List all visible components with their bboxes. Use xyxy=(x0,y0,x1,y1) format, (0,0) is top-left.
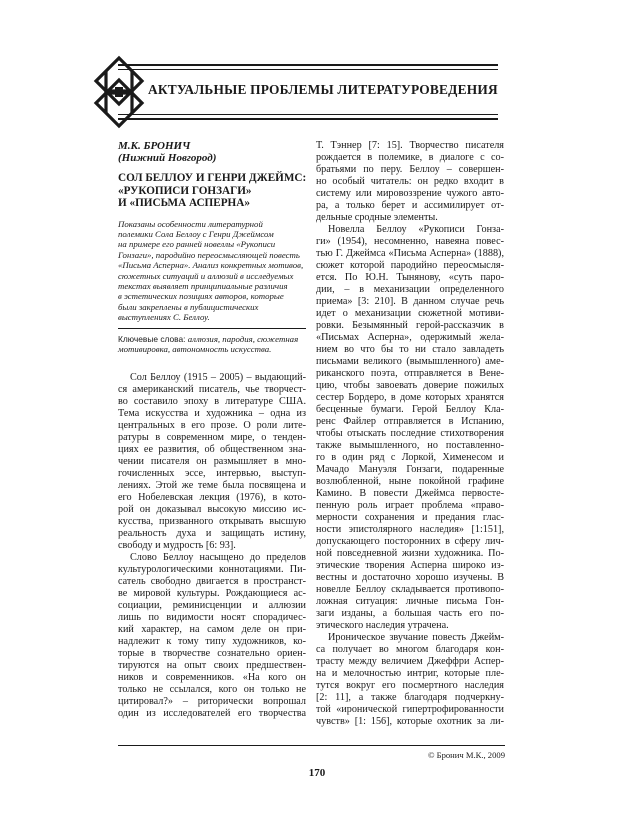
body-line: мерности сохранения и предания глас- xyxy=(316,512,504,523)
abstract-line: выступлениях С. Беллоу. xyxy=(118,312,210,323)
body-line: той «иронической гипертрофированности xyxy=(316,704,504,715)
body-line: заги изданы, а большая часть его по- xyxy=(316,608,504,619)
body-line: во составило эпоху в литературе США. xyxy=(118,396,306,408)
body-line: его Нобелевская лекция (1976), в кото- xyxy=(118,492,306,504)
body-line: сестер Бордеро, в доме которых хранятся xyxy=(316,392,504,403)
body-line: дельные сродные элементы. xyxy=(316,212,438,223)
left-body-text xyxy=(118,372,306,720)
title-line: СОЛ БЕЛЛОУ И ГЕНРИ ДЖЕЙМС: xyxy=(118,172,307,184)
body-line: ется. По Ю.Н. Тынянову, «суть паро- xyxy=(316,272,504,283)
body-line: ся американский писатель, чье творчест- xyxy=(118,384,306,396)
page-number: 170 xyxy=(308,767,326,779)
body-line: идет о механизации сюжетной мотиви- xyxy=(316,308,504,319)
body-line: гочисленных эссе, интервью, выступ- xyxy=(118,468,306,480)
abstract-line: были закреплены в публицистических xyxy=(118,301,259,312)
article-title xyxy=(118,172,306,210)
abstract-line: полемики Сола Беллоу с Генри Джеймсом xyxy=(118,228,274,239)
body-line: систему или мировоззрение чужого авто- xyxy=(316,188,504,199)
body-line: тируются на опыт своих предшествен- xyxy=(118,660,306,672)
body-line: тью Г. Джеймса «Письма Асперна» (1888), xyxy=(316,248,504,259)
body-line: Т. Тэннер [7: 15]. Творчество писателя xyxy=(316,140,504,151)
body-line: этические творения Асперна широко из- xyxy=(316,560,504,571)
body-line: риканского поэта, отправляется в Вене- xyxy=(316,368,504,379)
body-line: са получает во многом благодаря кон- xyxy=(316,644,504,655)
abstract-line: Показаны особенности литературной xyxy=(118,218,263,229)
author-name: М.К. БРОНИЧ xyxy=(118,140,191,152)
body-line: социации, реминисценции и аллюзии xyxy=(118,600,306,612)
body-line: пенную роль играет проблема «право- xyxy=(316,500,504,511)
body-line: сатель свободно двигается в пространст- xyxy=(118,576,306,588)
body-line: ложная ситуация: личные письма Гон- xyxy=(316,596,504,607)
abstract-line: на примере его ранней новеллы «Рукописи xyxy=(118,239,276,250)
body-line: ратуры в современном мире, о тенден- xyxy=(118,432,306,444)
body-line: ра, а только берет и ассимилирует от- xyxy=(316,200,504,211)
right-column xyxy=(316,140,504,728)
body-line: лишь по видимости носят спорадичес- xyxy=(118,612,306,624)
body-line: нием во что бы то ни стало завладеть xyxy=(316,344,504,355)
body-line: возлюбленной, ныне покойной графине xyxy=(316,476,504,487)
body-line: ности эпистолярного наследия» [1:151], xyxy=(316,524,504,535)
body-line: Мачадо Мануэля Гонзаги, подаренные xyxy=(316,464,504,475)
body-line: надлежит к тому типу художников, ко- xyxy=(118,636,306,648)
body-line: ников и современников. «На кого он xyxy=(118,672,306,684)
body-line: ной повседневной жизни художника. По- xyxy=(316,548,504,559)
abstract-line: текстах выявляет принципиальные различия xyxy=(118,280,288,291)
body-line: только не ссылался, кого он только не xyxy=(118,684,306,696)
body-line: реальность духа и защищать истину, xyxy=(118,528,306,540)
keywords xyxy=(118,334,306,355)
body-line: дии, – в механизации определенного xyxy=(316,284,504,295)
body-line: также вымышленного, но поставленно- xyxy=(316,440,504,451)
body-line: один из исследователей его творчества xyxy=(118,708,306,720)
body-line: «Письмах Асперна», одержимый жела- xyxy=(316,332,504,343)
abstract-line: сюжетных ситуаций и аллюзий в исследуемых xyxy=(118,270,294,281)
body-line: центральных в его прозе. О роли лите- xyxy=(118,420,306,432)
body-line: Сол Беллоу (1915 – 2005) – выдающий- xyxy=(130,372,306,384)
body-line: на и мелочностью интриг, которые пле- xyxy=(316,668,504,679)
abstract-line: «Письма Асперна». Анализ конкретных мотивов, xyxy=(118,260,304,271)
body-line: чувств» [1: 156], которые охотник за ли- xyxy=(316,716,504,727)
body-line: рой он доказывал высокую миссию ис- xyxy=(118,504,306,516)
abstract-divider xyxy=(118,328,306,329)
body-line: сюжет которой пародийно переосмысля- xyxy=(316,260,504,271)
body-line: допускающего посторонних в сферу лич- xyxy=(316,536,504,547)
body-line: го в один ряд с Лоркой, Хименесом и xyxy=(316,452,504,463)
body-line: лениях. Этой же теме была посвящена и xyxy=(118,480,306,492)
title-line: И «ПИСЬМА АСПЕРНА» xyxy=(118,197,250,209)
keywords-text: аллюзия, пародия, сюжетная xyxy=(187,333,299,344)
body-line: бесценные бумаги. Герой Беллоу Кла- xyxy=(316,404,504,415)
body-line: вестны и достаточно хорошо изучены. В xyxy=(316,572,504,583)
body-line: [2: 11], а также благодаря подчеркну- xyxy=(316,692,504,703)
body-line: братьями по перу. Беллоу – совершен- xyxy=(316,164,504,175)
body-line: ве мировой культуры. Рождающиеся ас- xyxy=(118,588,306,600)
body-line: свободу и мудрость [6: 93]. xyxy=(118,540,236,552)
keywords-line xyxy=(118,334,306,344)
body-line: новелле Беллоу складывается противопо- xyxy=(316,584,504,595)
title-line: «РУКОПИСИ ГОНЗАГИ» xyxy=(118,184,252,197)
section-banner xyxy=(118,64,498,120)
body-line: рождается в полемике, в диалоге с со- xyxy=(316,152,504,163)
body-line: тутся вокруг его посмертного наследия xyxy=(316,680,504,691)
body-line: этического наследия утрачена. xyxy=(316,620,449,631)
left-column xyxy=(118,140,306,720)
body-line: торые в творчестве сознательно ориен- xyxy=(118,648,306,660)
body-line: ги» (1954), несомненно, навеяна повес- xyxy=(316,236,504,247)
body-line: ренс Файлер отправляется в Испанию, xyxy=(316,416,504,427)
body-line: ровки. Безымянный герой-рассказчик в xyxy=(316,320,504,331)
body-line: Камино. В повести Джеймса первосте- xyxy=(316,488,504,499)
author-affiliation: (Нижний Новгород) xyxy=(118,152,217,164)
body-line: Тема искусства и художника – одна из xyxy=(118,408,306,420)
body-line: цитировал?» – риторически вопрошал xyxy=(118,696,306,708)
body-line: Новелла Беллоу «Рукописи Гонза- xyxy=(328,224,504,235)
body-line: цию, чтобы завоевать доверие пожилых xyxy=(316,380,504,391)
body-line: кий характер, на самом деле он при- xyxy=(118,624,306,636)
body-line: трасту между величием Джеффри Аспер- xyxy=(316,656,504,667)
body-line: чтобы отыскать последние стихотворения xyxy=(316,428,504,439)
body-line: Ироническое звучание повесть Джейм- xyxy=(328,632,504,643)
copyright-notice: © Бронич М.К., 2009 xyxy=(427,750,505,760)
body-line: чении писателя он размышляет в мно- xyxy=(118,456,306,468)
abstract xyxy=(118,219,306,323)
body-line: циях ее развития, об общественном зна- xyxy=(118,444,306,456)
body-line: кусства, призванного открывать высшую xyxy=(118,516,306,528)
body-line: Слово Беллоу насыщено до пределов xyxy=(130,552,306,564)
keywords-line: мотивировка, автономность искусства. xyxy=(118,343,272,354)
footer-divider xyxy=(118,745,505,746)
abstract-line: в эстетических позициях авторов, которые xyxy=(118,291,284,302)
body-line: но особый читатель: он редко входит в xyxy=(316,176,504,187)
body-line: письмами великого (вымышленного) аме- xyxy=(316,356,504,367)
section-title: АКТУАЛЬНЫЕ ПРОБЛЕМЫ ЛИТЕРАТУРОВЕДЕНИЯ xyxy=(148,82,498,97)
body-line: приема» [3: 210]. В данном случае речь xyxy=(316,296,504,307)
body-line: культурологическими коннотациями. Пи- xyxy=(118,564,306,576)
abstract-line: Гонзаги», пародийно переосмысляющей повесть xyxy=(118,249,300,260)
keywords-label: Ключевые слова: xyxy=(118,333,186,344)
